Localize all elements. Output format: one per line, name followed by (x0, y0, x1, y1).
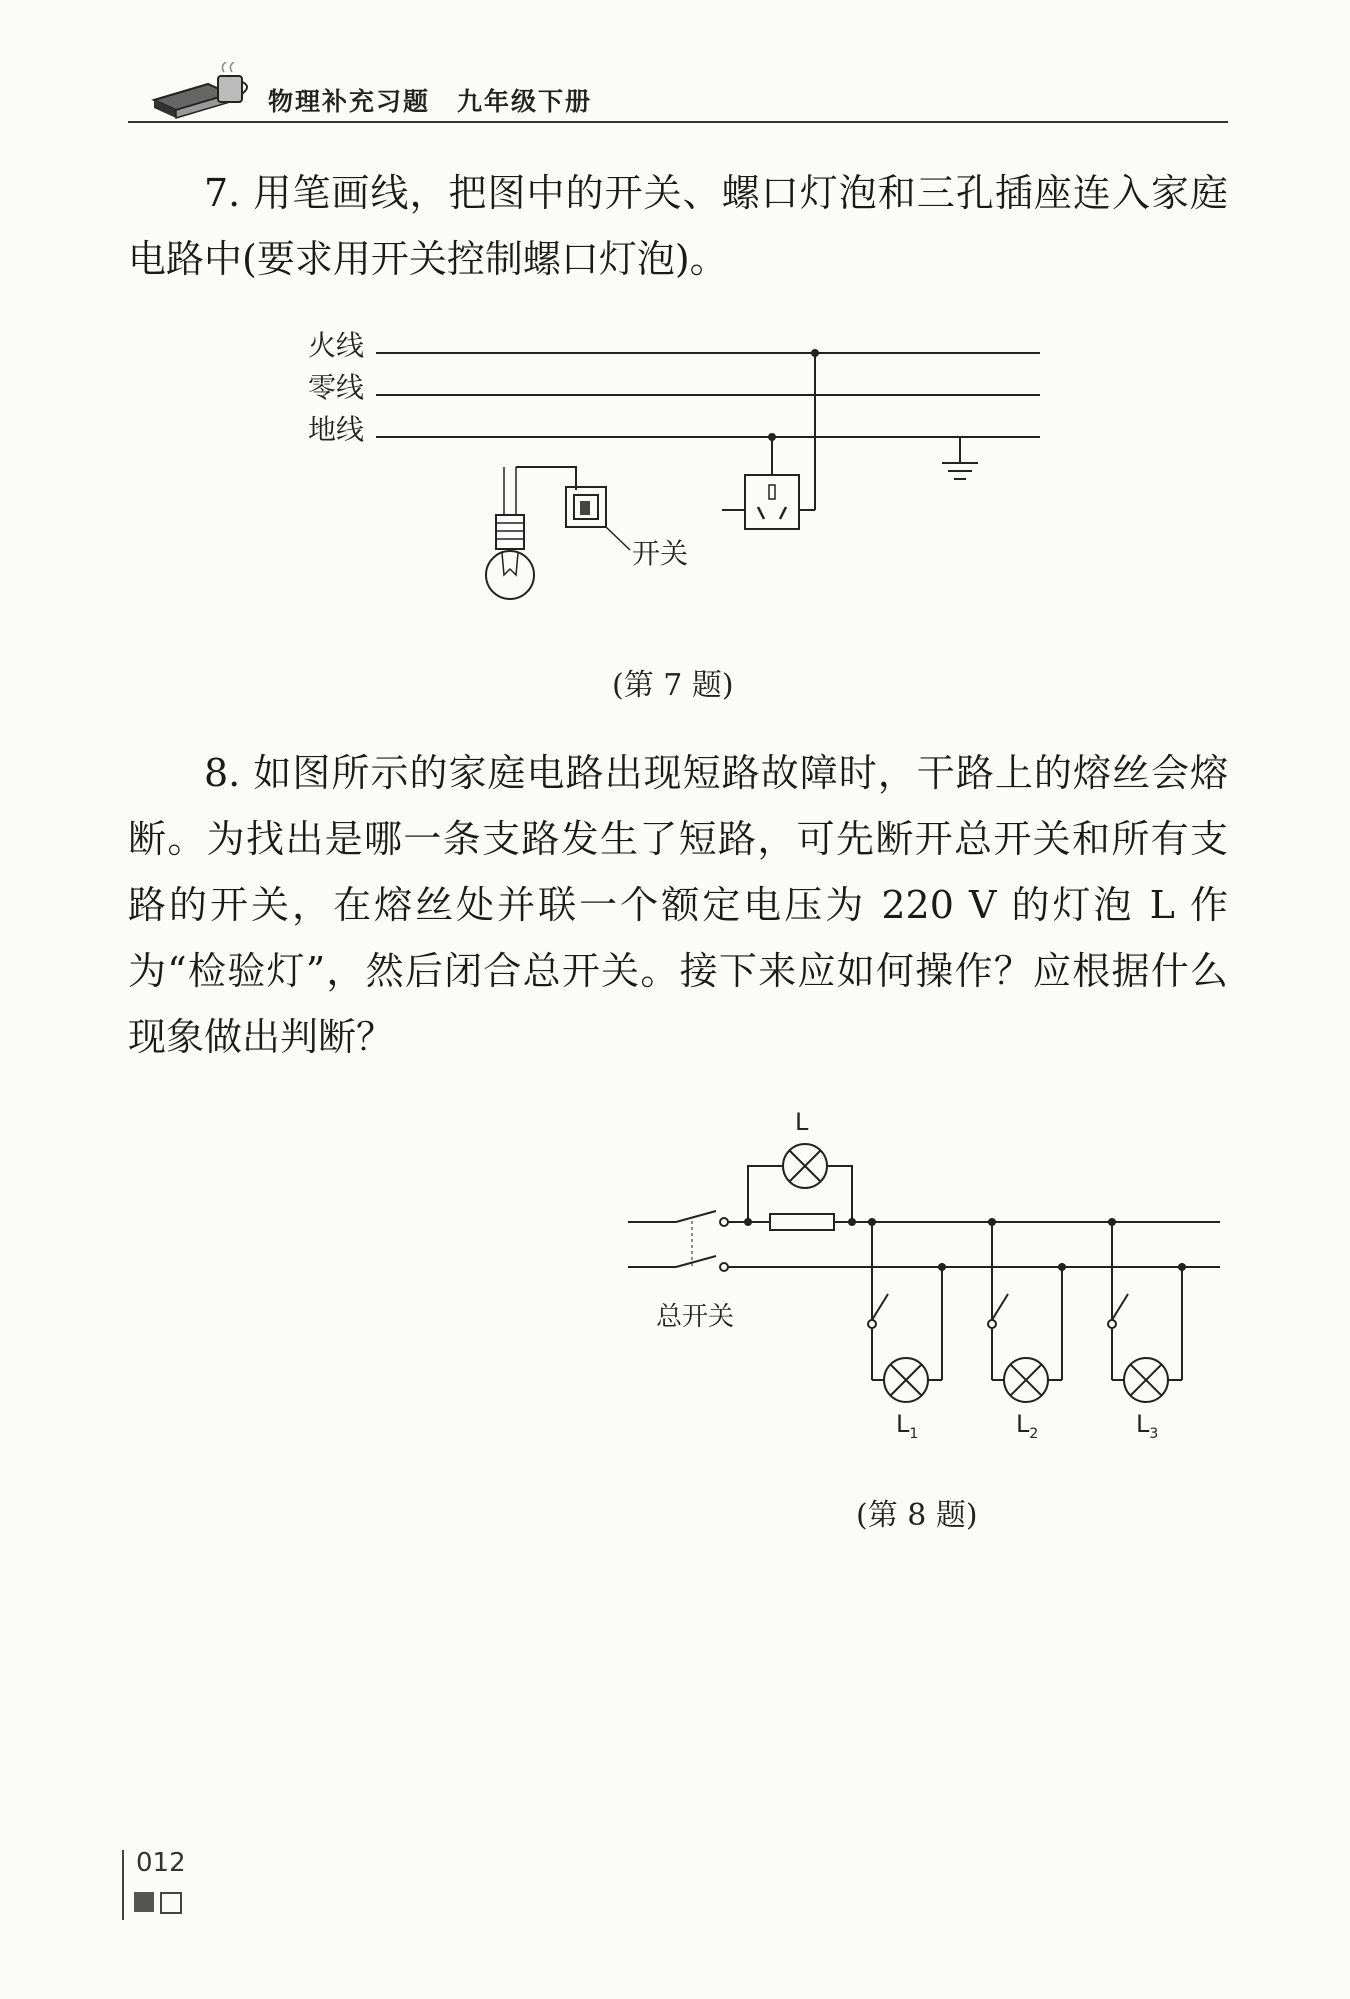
page-header (128, 40, 1228, 122)
wall-switch (566, 487, 630, 550)
screw-bulb (486, 515, 534, 599)
branch-3 (1108, 1218, 1186, 1402)
empty-square-icon (160, 1892, 182, 1914)
figure-7-caption: (第 7 题) (612, 668, 734, 703)
filled-square-icon (134, 1892, 154, 1912)
branch-lamp-3-label: $L_3$ (1136, 1410, 1159, 1442)
branch-1 (868, 1218, 946, 1402)
neutral-line-label: 零线 (308, 371, 365, 404)
test-lamp (783, 1144, 827, 1188)
main-switch-label: 总开关 (656, 1302, 735, 1332)
main-switch (676, 1211, 728, 1271)
book-and-cup-icon (148, 62, 258, 126)
figure-7 (290, 325, 1070, 625)
branch-2 (988, 1218, 1066, 1402)
branch-lamp-1-label: $L_1$ (896, 1410, 919, 1442)
question-7-text: 7. 用笔画线，把图中的开关、螺口灯泡和三孔插座连入家庭电路中(要求用开关控制螺口灯泡)。 (128, 171, 1228, 281)
figure-8 (620, 1110, 1240, 1480)
question-8-text: 8. 如图所示的家庭电路出现短路故障时，干路上的熔丝会熔断。为找出是哪一条支路发生了短路，可先断开总开关和所有支路的开关，在熔丝处并联一个额定电压为 220 V 的灯泡 L 作为“检验灯”，然后闭合总开关。接下来应如何操作？应根据什么现象做出判断？ (128, 751, 1228, 1059)
ground-line-label: 地线 (308, 413, 365, 446)
page-number: 012 (136, 1848, 186, 1878)
switch-label: 开关 (632, 537, 689, 570)
ground-symbol-icon (942, 437, 978, 479)
branch-lamp-2-label: $L_2$ (1016, 1410, 1039, 1442)
three-hole-socket (745, 475, 799, 529)
book-title: 物理补充习题 九年级下册 (268, 87, 593, 116)
fire-line-label: 火线 (308, 329, 365, 362)
header-rule (128, 121, 1228, 123)
test-lamp-label: L (795, 1110, 809, 1136)
fuse (770, 1214, 834, 1230)
page-bar (122, 1850, 124, 1920)
figure-8-caption: (第 8 题) (856, 1498, 978, 1533)
